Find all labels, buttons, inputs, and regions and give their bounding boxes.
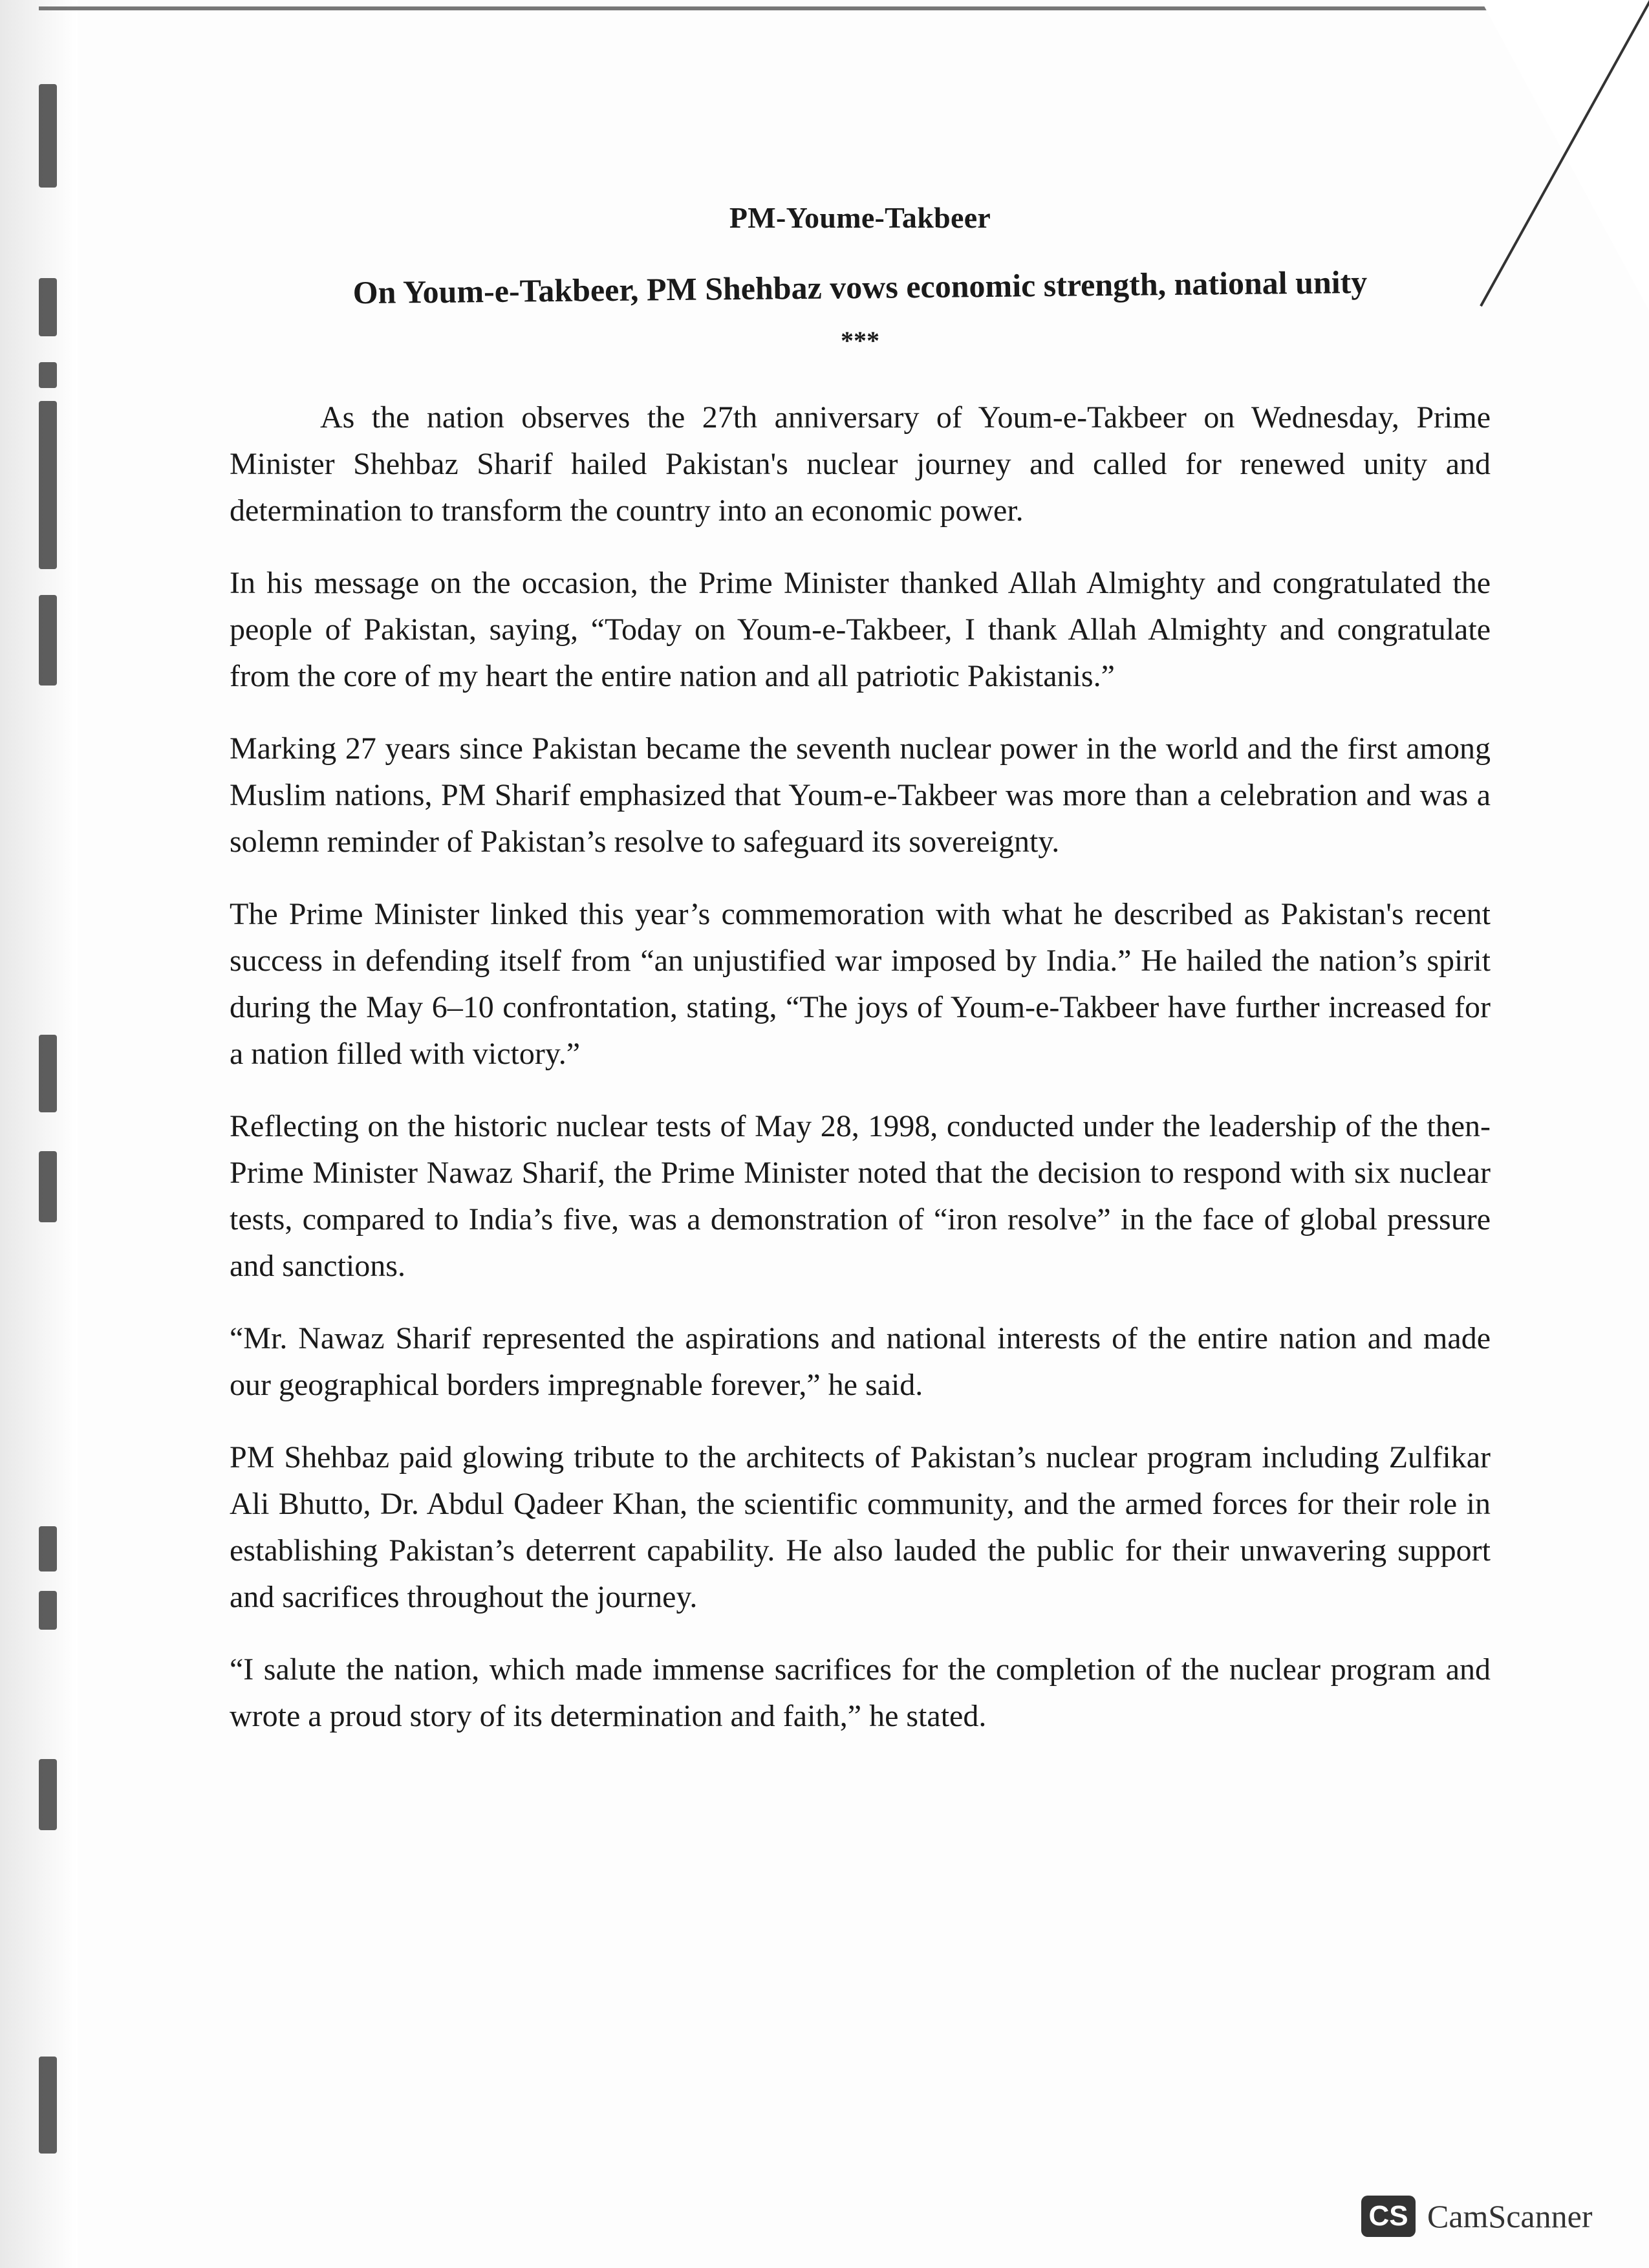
document-headline: On Youm-e-Takbeer, PM Shehbaz vows economic strength, national unity bbox=[352, 263, 1368, 311]
document-body bbox=[230, 200, 1491, 1766]
camscanner-name: CamScanner bbox=[1427, 2198, 1593, 2234]
paragraph-5: Reflecting on the historic nuclear tests of May 28, 1998, conducted under the leadership of the then-Prime Minister Nawaz Sharif, the Prime Minister noted that the decision to respond with six nuclear tests, compared to India’s five, was a demonstration of “iron resolve” in the face of global pressure and sanctions. bbox=[230, 1109, 1491, 1283]
paragraph-2: In his message on the occasion, the Prime Minister thanked Allah Almighty and congratulated the people of Pakistan, saying, “Today on Youm-e-Takbeer, I thank Allah Almighty and congratulate from the core of my heart the entire nation and all patriotic Pakistanis.” bbox=[230, 566, 1491, 693]
paragraph-3: Marking 27 years since Pakistan became the seventh nuclear power in the world and the first among Muslim nations, PM Sharif emphasized that Youm-e-Takbeer was more than a celebration and was a solemn reminder of Pakistan’s resolve to safeguard its sovereignty. bbox=[230, 731, 1491, 859]
camscanner-watermark bbox=[1361, 2196, 1592, 2237]
paragraph-6: “Mr. Nawaz Sharif represented the aspirations and national interests of the entire nation and made our geographical borders impregnable forever,” he said. bbox=[230, 1321, 1491, 1402]
paragraph-7: PM Shehbaz paid glowing tribute to the architects of Pakistan’s nuclear program including Zulfikar Ali Bhutto, Dr. Abdul Qadeer Khan, the scientific community, and the armed forces for their role in establishing Pakistan’s deterrent capability. He also lauded the public for their unwavering support and sacrifices throughout the journey. bbox=[230, 1440, 1491, 1614]
paragraph-8: “I salute the nation, which made immense sacrifices for the completion of the nuclear program and wrote a proud story of its determination and faith,” he stated. bbox=[230, 1652, 1491, 1733]
section-separator: *** bbox=[841, 326, 879, 355]
scan-binding-marks bbox=[39, 0, 65, 2268]
scan-top-edge bbox=[39, 6, 1487, 10]
camscanner-logo-icon: CS bbox=[1361, 2196, 1416, 2237]
paragraph-4: The Prime Minister linked this year’s commemoration with what he described as Pakistan's recent success in defending itself from “an unjustified war imposed by India.” He hailed the nation’s spirit during the May 6–10 confrontation, stating, “The joys of Youm-e-Takbeer have further increased for a nation filled with victory.” bbox=[230, 897, 1491, 1071]
paragraph-1: As the nation observes the 27th anniversary of Youm-e-Takbeer on Wednesday, Prime Minister Shehbaz Sharif hailed Pakistan's nuclear journey and called for renewed unity and determination to transform the country into an economic power. bbox=[230, 400, 1491, 528]
document-slug: PM-Youme-Takbeer bbox=[729, 201, 991, 234]
